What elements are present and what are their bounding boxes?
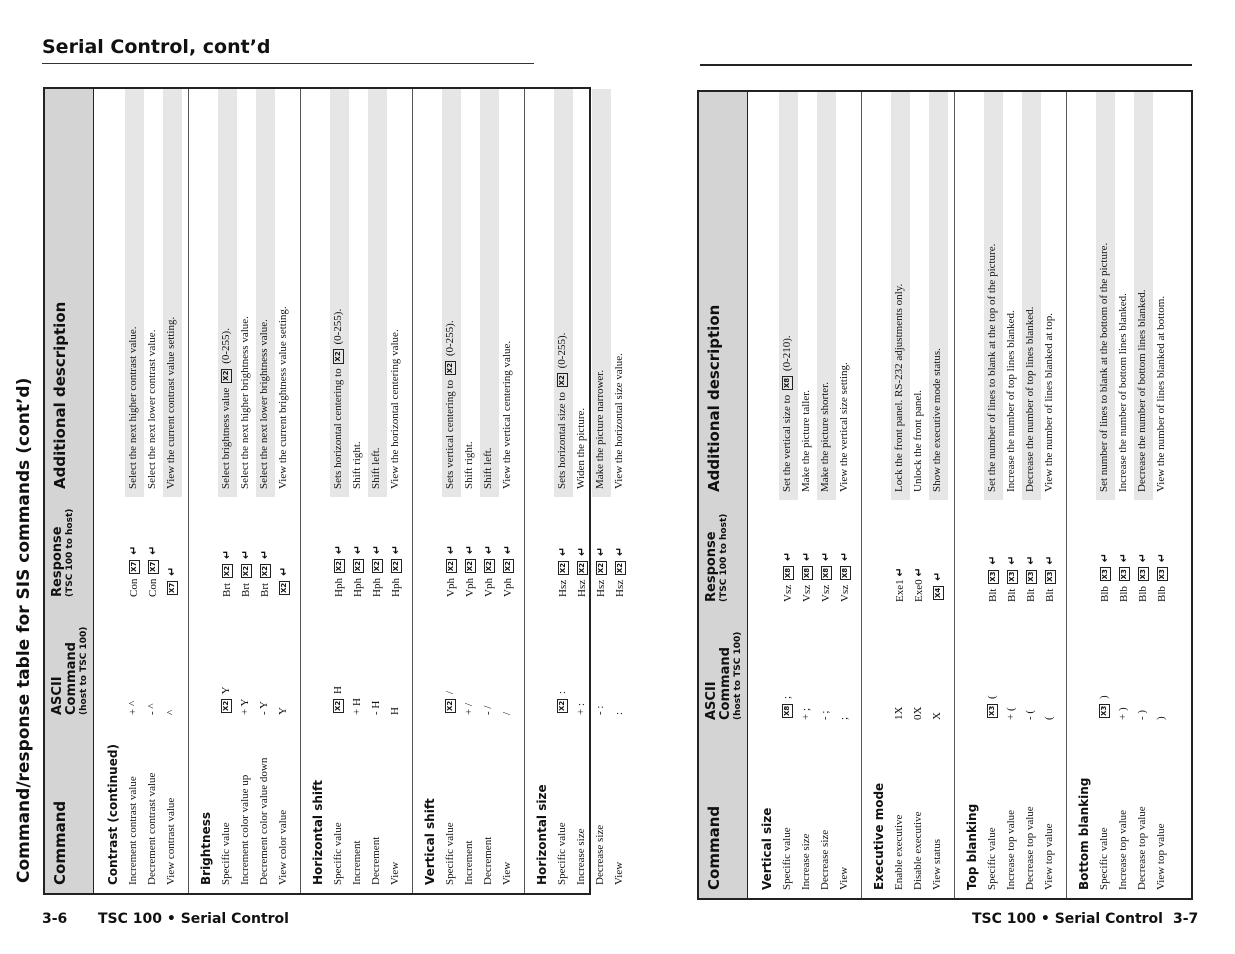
return-icon: ↵	[556, 546, 569, 557]
ascii-command-cell: X2 Y	[220, 686, 232, 711]
return-icon: ↵	[1043, 555, 1056, 565]
description-cell: View the horizontal centering value.	[389, 329, 401, 489]
table-row	[798, 92, 817, 898]
return-icon: ↵	[838, 551, 851, 562]
variable-box: X8	[784, 567, 792, 579]
ascii-command-cell: 0X	[912, 706, 924, 720]
section-title-row	[862, 92, 892, 898]
command-cell: View	[613, 861, 625, 885]
response-cell: Blt X3 ↵	[1043, 555, 1056, 602]
return-icon: ↵	[258, 549, 271, 560]
description-cell: View the horizontal size value.	[613, 353, 625, 489]
return-icon: ↵	[146, 545, 159, 555]
description-cell: Select the next higher brightness value.	[239, 316, 251, 489]
return-icon: ↵	[389, 545, 402, 555]
right-command-table	[697, 90, 1193, 900]
footer-left-text: TSC 100 • Serial Control	[98, 911, 289, 927]
return-icon: ↵	[575, 546, 588, 557]
section-title-row	[748, 92, 780, 898]
return-icon: ↵	[332, 545, 345, 555]
table-row	[1022, 92, 1041, 898]
header-command: Command	[45, 723, 94, 893]
response-cell: Hph X2 ↵	[351, 545, 364, 597]
section-spacer	[630, 89, 636, 893]
variable-box: X2	[485, 561, 493, 572]
response-cell: Hph X2 ↵	[332, 545, 345, 597]
description-cell: Lock the front panel. RS-232 adjustments only.	[891, 92, 910, 500]
response-cell: Vsz X8 ↵	[781, 551, 794, 602]
variable-box: X4	[934, 587, 942, 598]
section-title: Contrast (continued)	[106, 744, 120, 885]
return-icon: ↵	[912, 567, 925, 577]
description-cell: Sets horizontal centering to X2 (0-255).	[330, 89, 349, 497]
variable-box: X3	[988, 705, 996, 716]
command-cell: Increment color value up	[239, 774, 251, 885]
description-cell: Unlock the front panel.	[912, 389, 924, 492]
description-cell: Sets vertical centering to X2 (0-255).	[442, 89, 461, 497]
variable-box: X2	[446, 700, 454, 711]
ascii-command-cell: X2 H	[332, 686, 344, 711]
response-cell: Blb X3 ↵	[1155, 553, 1168, 602]
table-header-row	[699, 92, 748, 898]
ascii-command-cell: X2 :	[556, 690, 568, 711]
variable-box: X8	[783, 377, 791, 389]
response-cell: Hph X2 ↵	[370, 545, 383, 597]
return-icon: ↵	[1136, 553, 1149, 563]
ascii-command-cell: X3 )	[1098, 695, 1110, 716]
ascii-command-cell: + Y	[239, 698, 251, 715]
command-cell: Decrease size	[594, 824, 606, 885]
response-cell: Hsz X2 ↵	[594, 546, 607, 597]
ascii-command-cell: - ^	[146, 703, 158, 715]
ascii-command-cell: - :	[594, 705, 606, 715]
description-cell: Shift left.	[368, 89, 387, 497]
description-cell: Shift right.	[463, 441, 475, 489]
variable-box: X2	[373, 561, 381, 572]
variable-box: X2	[558, 700, 566, 711]
description-cell: View the number of lines blanked at bottom.	[1155, 295, 1167, 492]
section-title-row	[413, 89, 443, 893]
ascii-command-cell: Y	[277, 707, 289, 715]
response-cell: Brt X2 ↵	[220, 549, 233, 597]
variable-box: X2	[335, 561, 343, 572]
table-row	[275, 89, 294, 893]
header-response: Response (TSC 100 to host)	[699, 500, 748, 610]
variable-box: X2	[222, 700, 230, 711]
command-cell: Specific value	[556, 822, 568, 885]
description-cell: Widen the picture.	[575, 407, 587, 489]
section-title-row	[189, 89, 219, 893]
description-cell: Show the executive mode status.	[929, 92, 948, 500]
section-title-row	[955, 92, 985, 898]
ascii-command-cell: + (	[1005, 707, 1017, 720]
variable-box: X2	[242, 565, 250, 577]
table-row	[1115, 92, 1134, 898]
variable-box: X3	[1158, 569, 1166, 580]
variable-box: X3	[1100, 705, 1108, 716]
section-title: Brightness	[189, 89, 219, 893]
table-row	[125, 89, 144, 893]
command-cell: View top value	[1043, 823, 1055, 890]
variable-box: X2	[334, 700, 342, 711]
command-cell: View	[389, 861, 401, 885]
description-cell: Decrease the number of top lines blanked.	[1022, 92, 1041, 500]
response-cell: Vsz X8 ↵	[819, 551, 832, 602]
return-icon: ↵	[444, 545, 457, 555]
command-cell: Specific value	[1098, 827, 1110, 890]
variable-box: X2	[597, 562, 605, 574]
variable-box: X2	[446, 362, 454, 374]
response-cell: Con X7 ↵	[146, 545, 159, 597]
command-cell: Decrease top value	[1136, 806, 1148, 890]
description-cell: Make the picture taller.	[800, 389, 812, 492]
return-icon: ↵	[482, 545, 495, 555]
response-cell	[929, 500, 948, 610]
footer-left-page-number: 3-6	[42, 911, 68, 927]
variable-box: X3	[1027, 571, 1035, 582]
header-ascii-command: ASCII Command (host to TSC 100)	[45, 605, 94, 723]
header-rule-left	[42, 63, 534, 64]
command-cell: View status	[931, 839, 943, 890]
response-cell: Blb X3 ↵	[1117, 553, 1130, 602]
variable-box: X3	[1120, 569, 1128, 580]
description-cell: View the vertical size setting.	[838, 362, 850, 492]
table-row	[817, 92, 836, 898]
description-cell: Select brightness value X2 (0-255).	[218, 89, 237, 497]
response-cell: Brt X2 ↵	[258, 549, 271, 597]
description-cell: Set the number of lines to blank at the top of the picture.	[984, 92, 1003, 500]
table-row	[592, 89, 611, 893]
ascii-command-cell: ;	[838, 716, 850, 720]
command-cell: View	[501, 861, 513, 885]
response-cell: Vph X2 ↵	[501, 545, 514, 597]
response-cell	[275, 497, 294, 605]
return-icon: ↵	[819, 551, 832, 562]
ascii-command-cell: :	[613, 711, 625, 715]
response-cell: Blb X3 ↵	[1136, 553, 1149, 602]
footer-right-page-number: 3-7	[1173, 911, 1199, 927]
section-title-row	[525, 89, 555, 893]
description-cell: Make the picture shorter.	[817, 92, 836, 500]
return-icon: ↵	[1098, 553, 1111, 563]
table-row	[218, 89, 237, 893]
table-row	[256, 89, 275, 893]
command-cell: Decrement contrast value	[146, 772, 158, 885]
description-cell: Sets horizontal size to X2 (0-255).	[554, 89, 573, 497]
header-command: Command	[699, 728, 748, 898]
description-cell: View the vertical centering value.	[501, 340, 513, 489]
ascii-command-cell: X8 ;	[781, 695, 793, 716]
response-cell: Blt X3 ↵	[1024, 555, 1037, 602]
response-cell: Vsz X8 ↵	[838, 551, 851, 602]
variable-box: X2	[504, 561, 512, 572]
description-cell: Increase the number of top lines blanked.	[1005, 310, 1017, 492]
table-row	[929, 92, 948, 898]
ascii-command-cell: - /	[482, 705, 494, 715]
variable-box: X2	[559, 562, 567, 574]
table-row	[779, 92, 798, 898]
page-header-title: Serial Control, cont’d	[42, 36, 271, 58]
ascii-command-cell: )	[1155, 716, 1167, 720]
section-spacer	[1172, 92, 1178, 898]
ascii-command-cell: + /	[463, 702, 475, 715]
description-cell: Increase the number of bottom lines blanked.	[1117, 293, 1129, 492]
variable-box: X3	[1139, 569, 1147, 580]
variable-box: X2	[466, 561, 474, 572]
description-cell: Select the next higher contrast value.	[125, 89, 144, 497]
return-icon: ↵	[594, 546, 607, 557]
variable-box: X3	[1101, 569, 1109, 580]
command-cell: Disable executive	[912, 811, 924, 890]
table-row	[1153, 92, 1172, 898]
header-description: Additional description	[699, 92, 748, 500]
table-row	[480, 89, 499, 893]
header-rule-right	[700, 64, 1192, 66]
response-cell: Vph X2 ↵	[463, 545, 476, 597]
command-cell: View contrast value	[165, 797, 177, 885]
table-row	[387, 89, 406, 893]
section-title: Top blanking	[955, 92, 985, 898]
ascii-command-cell: X3 (	[986, 695, 998, 716]
table-row	[611, 89, 630, 893]
table-row	[442, 89, 461, 893]
variable-box: X2	[616, 562, 624, 574]
table-row	[144, 89, 163, 893]
ascii-command-cell: - )	[1136, 709, 1148, 720]
table-row	[984, 92, 1003, 898]
section-title: Vertical size	[760, 807, 774, 890]
return-icon: ↵	[1155, 553, 1168, 563]
return-icon: ↵	[277, 566, 290, 576]
section-title: Vertical shift	[413, 89, 443, 893]
ascii-command-cell: X	[931, 712, 943, 720]
command-cell: Decrement	[482, 836, 494, 885]
description-cell: Shift right.	[351, 441, 363, 489]
variable-box: X3	[1046, 571, 1054, 582]
variable-box: X7	[168, 582, 176, 593]
command-cell: Decrease size	[819, 829, 831, 890]
table-row	[163, 89, 182, 893]
description-cell: Select the next lower contrast value.	[146, 329, 158, 489]
return-icon: ↵	[220, 549, 233, 560]
table-row	[554, 89, 573, 893]
description-cell: Decrease the number of bottom lines blanked.	[1134, 92, 1153, 500]
response-cell: Blt X3 ↵	[986, 555, 999, 602]
return-icon: ↵	[1005, 555, 1018, 565]
description-cell: Shift left.	[480, 89, 499, 497]
variable-box: X2	[578, 562, 586, 574]
command-cell: Increase size	[575, 828, 587, 885]
variable-box: X2	[223, 565, 231, 577]
return-icon: ↵	[613, 546, 626, 557]
table-row	[349, 89, 368, 893]
command-cell: Specific value	[332, 822, 344, 885]
section-title: Horizontal shift	[301, 89, 331, 893]
variable-box: X2	[280, 582, 288, 593]
ascii-command-cell: ^	[165, 709, 177, 715]
command-cell: Specific value	[444, 822, 456, 885]
command-cell: Increase top value	[1117, 809, 1129, 890]
section-title-row	[94, 89, 126, 893]
command-cell: Increment	[351, 840, 363, 885]
footer-right-text: TSC 100 • Serial Control	[972, 911, 1163, 927]
ascii-command-cell: + ;	[800, 707, 812, 720]
response-cell: Hph X2 ↵	[389, 545, 402, 597]
table-row	[330, 89, 349, 893]
command-cell: Decrease top value	[1024, 806, 1036, 890]
command-cell: Increment	[463, 840, 475, 885]
response-cell: Vph X2 ↵	[444, 545, 457, 597]
return-icon: ↵	[800, 551, 813, 562]
variable-box: X3	[989, 571, 997, 582]
command-cell: View color value	[277, 809, 289, 885]
return-icon: ↵	[893, 567, 906, 577]
command-table-grid	[699, 92, 1178, 898]
table-header-row	[45, 89, 94, 893]
table-row	[910, 92, 929, 898]
table-row	[1041, 92, 1060, 898]
description-cell: View the number of lines blanked at top.	[1043, 313, 1055, 492]
header-description: Additional description	[45, 89, 94, 497]
return-icon: ↵	[370, 545, 383, 555]
description-cell: Set number of lines to blank at the bottom of the picture.	[1096, 92, 1115, 500]
return-icon: ↵	[239, 549, 252, 560]
response-cell: Hsz X2 ↵	[613, 546, 626, 597]
variable-box: X8	[822, 567, 830, 579]
variable-box: X8	[783, 705, 791, 716]
table-row	[891, 92, 910, 898]
command-cell: Increase top value	[1005, 809, 1017, 890]
response-cell: Con X7 ↵	[127, 545, 140, 597]
response-cell: Exe0 ↵	[912, 567, 925, 602]
variable-box: X2	[334, 351, 342, 362]
ascii-command-cell: - Y	[258, 701, 270, 715]
ascii-command-cell: - H	[370, 700, 382, 715]
description-cell: Select the next lower brightness value.	[256, 89, 275, 497]
ascii-command-cell: + )	[1117, 707, 1129, 720]
variable-box: X2	[447, 561, 455, 572]
left-table-title: Command/response table for SIS commands (cont’d)	[14, 377, 34, 883]
ascii-command-cell: - (	[1024, 709, 1036, 720]
variable-box: X2	[558, 375, 566, 386]
return-icon: ↵	[931, 571, 944, 581]
section-title: Executive mode	[862, 92, 892, 898]
response-cell: Vph X2 ↵	[482, 545, 495, 597]
return-icon: ↵	[1024, 555, 1037, 565]
response-cell: Exe1 ↵	[893, 567, 906, 602]
response-cell: Blt X3 ↵	[1005, 555, 1018, 602]
ascii-command-cell: + ^	[127, 700, 139, 715]
table-row	[499, 89, 518, 893]
section-title-row	[1067, 92, 1097, 898]
variable-box: X8	[841, 567, 849, 579]
section-title-row	[301, 89, 331, 893]
command-cell: Enable executive	[893, 814, 905, 890]
ascii-command-cell: /	[501, 711, 513, 715]
command-cell: Specific value	[220, 822, 232, 885]
command-cell: Specific value	[986, 827, 998, 890]
table-row	[836, 92, 855, 898]
ascii-command-cell: (	[1043, 716, 1055, 720]
return-icon: ↵	[1117, 553, 1130, 563]
command-cell: Decrement color value down	[258, 757, 270, 885]
ascii-command-cell: - ;	[819, 710, 831, 720]
ascii-command-cell: 1X	[893, 706, 905, 720]
table-row	[461, 89, 480, 893]
return-icon: ↵	[127, 545, 140, 555]
variable-box: X2	[261, 565, 269, 577]
variable-box: X2	[354, 561, 362, 572]
response-cell	[163, 497, 182, 605]
ascii-command-cell: + :	[575, 702, 587, 715]
section-title: Horizontal size	[525, 89, 555, 893]
return-icon: ↵	[986, 555, 999, 565]
return-icon: ↵	[165, 566, 178, 576]
section-title: Bottom blanking	[1067, 92, 1097, 898]
command-cell: View	[838, 866, 850, 890]
table-row	[368, 89, 387, 893]
response-cell: Vsz X8 ↵	[800, 551, 813, 602]
description-cell: View the current contrast value setting.	[163, 89, 182, 497]
table-row	[1134, 92, 1153, 898]
table-row	[1003, 92, 1022, 898]
return-icon: ↵	[501, 545, 514, 555]
return-icon: ↵	[781, 551, 794, 562]
variable-box: X8	[803, 567, 811, 579]
ascii-command-cell: + H	[351, 698, 363, 715]
variable-box: X7	[149, 561, 157, 572]
header-ascii-command: ASCII Command (host to TSC 100)	[699, 610, 748, 728]
table-row	[573, 89, 592, 893]
ascii-command-cell: X2 /	[444, 690, 456, 711]
header-response: Response (TSC 100 to host)	[45, 497, 94, 605]
command-cell: Increase size	[800, 833, 812, 890]
variable-box: X7	[130, 561, 138, 572]
variable-box: X2	[222, 370, 230, 381]
ascii-command-cell: H	[389, 707, 401, 715]
response-cell: Blb X3 ↵	[1098, 553, 1111, 602]
return-icon: ↵	[463, 545, 476, 555]
command-cell: Decrement	[370, 836, 382, 885]
variable-box: X3	[1008, 571, 1016, 582]
command-table-grid	[45, 89, 636, 893]
description-cell: Set the vertical size to X8 (0-210).	[779, 92, 798, 500]
left-command-table	[43, 87, 626, 895]
return-icon: ↵	[351, 545, 364, 555]
response-cell: Hsz X2 ↵	[575, 546, 588, 597]
description-cell: Make the picture narrower.	[592, 89, 611, 497]
response-cell: Hsz X2 ↵	[556, 546, 569, 597]
table-row	[237, 89, 256, 893]
description-cell: View the current brightness value setting.	[277, 306, 289, 489]
command-cell: View top value	[1155, 823, 1167, 890]
variable-box: X2	[392, 561, 400, 572]
command-cell: Increment contrast value	[127, 776, 139, 885]
response-cell: Brt X2 ↵	[239, 549, 252, 597]
table-row	[1096, 92, 1115, 898]
command-cell: Specific value	[781, 827, 793, 890]
